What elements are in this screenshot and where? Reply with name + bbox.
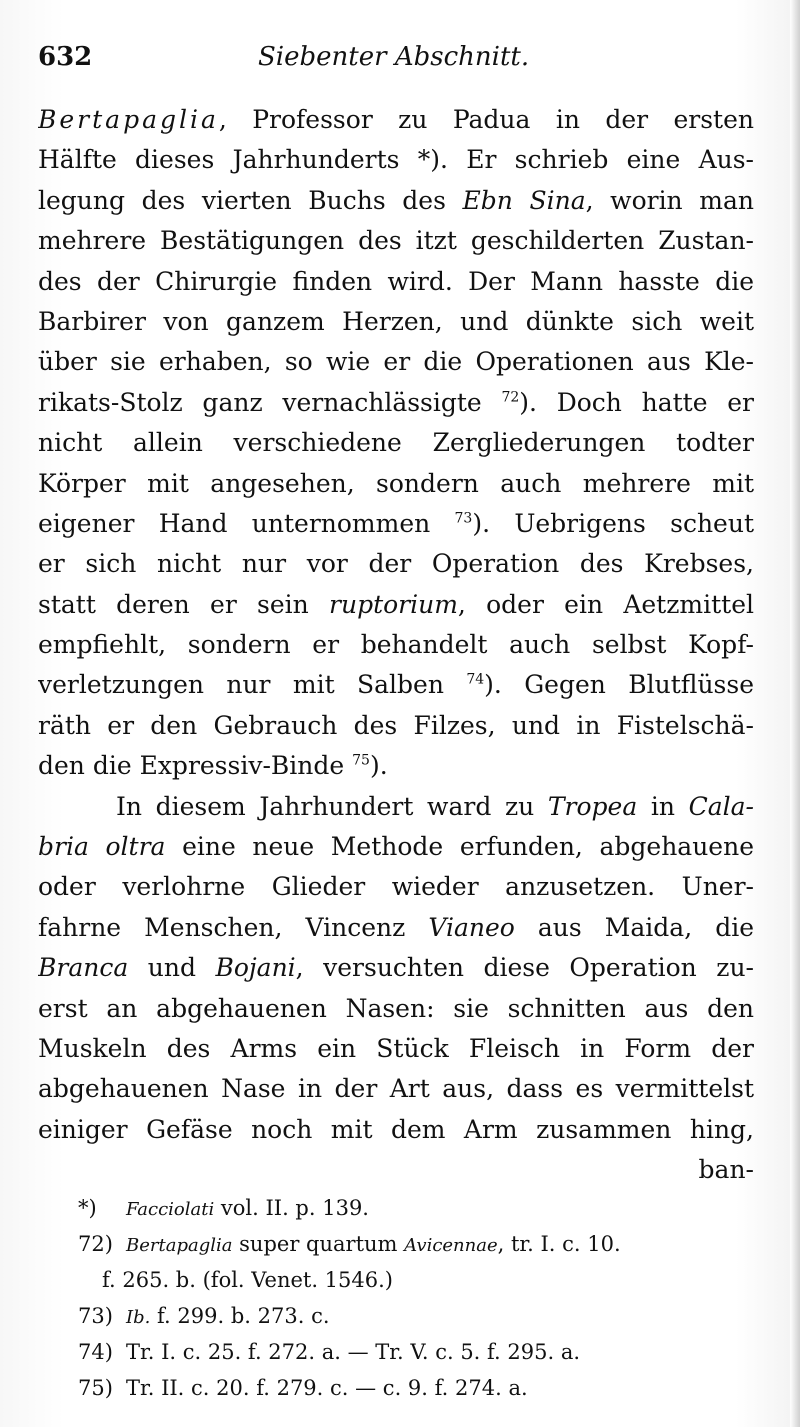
text-line — [38, 948, 754, 988]
page-number: 632 — [38, 42, 93, 72]
line-text: eine neue Methode erfunden, abgehauene — [165, 832, 754, 862]
line-text: Hälfte dieses Jahrhunderts — [38, 145, 418, 175]
line-text: den die Expressiv-Binde — [38, 751, 353, 781]
text-line: einiger Gefäse noch mit dem Arm zusammen hing, — [38, 1114, 754, 1144]
footnote-mark: 73) — [78, 1304, 113, 1328]
text-line: mehrere Bestätigungen des itzt geschilderten Zustan- — [38, 226, 754, 256]
person-name: Vianeo — [428, 912, 515, 942]
text-line — [38, 665, 754, 705]
footnote-text: super quartum — [232, 1232, 405, 1256]
footnote-text: f. 299. b. 273. c. — [150, 1304, 330, 1328]
line-text: legung des vierten Buchs des — [38, 185, 463, 215]
footnote-author: Bertapaglia — [126, 1235, 233, 1256]
footnote-ref: 75 — [352, 752, 370, 769]
footnote — [78, 1298, 758, 1334]
catchword: ban- — [698, 1155, 754, 1185]
text-line: empfiehlt, sondern er behandelt auch selbst Kopf- — [38, 630, 754, 660]
page-header — [38, 42, 760, 82]
text-line — [38, 100, 754, 140]
text-line — [38, 585, 754, 625]
footnote — [78, 1334, 758, 1370]
line-text: rikats-Stolz ganz vernachlässigte — [38, 387, 502, 417]
footnote-ref: 72 — [501, 389, 520, 406]
line-text: , oder ein Aetzmittel — [457, 589, 754, 619]
line-text: . Er schrieb eine Aus- — [440, 145, 754, 175]
line-text: und — [128, 953, 216, 983]
running-head: Siebenter Abschnitt. — [258, 42, 530, 72]
line-text: eigener Hand unternommen — [38, 508, 455, 538]
footnote-abbr: Ib. — [126, 1307, 151, 1328]
footnote-work: Avicennae — [404, 1235, 498, 1256]
text-line: räth er den Gebrauch des Filzes, und in Fistelschä- — [38, 710, 754, 740]
text-line — [38, 504, 754, 544]
footnote-mark: 72) — [78, 1232, 113, 1256]
text-line — [38, 181, 754, 221]
text-line: Muskeln des Arms ein Stück Fleisch in Form der — [38, 1033, 754, 1063]
footnote-text: Tr. I. c. 25. f. 272. a. — Tr. V. c. 5. f. 295. a. — [126, 1340, 581, 1364]
line-text: ). Uebrigens scheut — [472, 508, 754, 538]
line-text: , Professor zu Padua in der ersten — [218, 105, 754, 134]
line-text: ). — [369, 751, 388, 781]
footnote-continuation: f. 265. b. (fol. Venet. 1546.) — [102, 1268, 393, 1292]
text-line: Körper mit angesehen, sondern auch mehrere mit — [38, 468, 754, 498]
footnote-text: Tr. II. c. 20. f. 279. c. — c. 9. f. 274. a. — [126, 1376, 528, 1400]
latin-term: ruptorium — [329, 589, 458, 619]
footnote-ref: *) — [417, 145, 441, 175]
main-text — [38, 100, 754, 1191]
text-line: Barbirer von ganzem Herzen, und dünkte sich weit — [38, 306, 754, 336]
text-line — [38, 908, 754, 948]
person-name: Bertapaglia — [38, 105, 219, 134]
footnote-text: vol. II. p. 139. — [214, 1196, 369, 1220]
line-text: in — [637, 791, 689, 821]
text-line: erst an abgehauenen Nasen: sie schnitten aus den — [38, 993, 754, 1023]
footnote — [78, 1190, 758, 1226]
line-text: , worin man — [585, 185, 754, 215]
footnotes — [78, 1190, 758, 1406]
text-line: abgehauenen Nase in der Art aus, dass es vermittelst — [38, 1074, 754, 1104]
footnote — [78, 1370, 758, 1406]
line-text: ). Gegen Blutflüsse — [484, 670, 754, 700]
place-name: Cala- — [688, 791, 754, 821]
line-text: , versuchten diese Operation zu- — [295, 953, 754, 983]
footnote-mark: 75) — [78, 1376, 113, 1400]
line-text: verletzungen nur mit Salben — [38, 670, 467, 700]
page-edge-shadow — [790, 0, 800, 1427]
footnote-author: Facciolati — [126, 1199, 215, 1220]
footnote — [78, 1226, 758, 1262]
line-text: fahrne Menschen, Vincenz — [38, 912, 429, 942]
text-line — [38, 383, 754, 423]
footnote-ref: 73 — [454, 510, 473, 527]
line-text: In diesem Jahrhundert ward zu — [116, 791, 548, 821]
person-name: Ebn Sina — [462, 185, 586, 215]
person-name: Bojani — [215, 953, 296, 983]
text-line: des der Chirurgie finden wird. Der Mann hasste die — [38, 266, 754, 296]
paragraph-start-line — [38, 787, 754, 827]
text-line — [38, 827, 754, 867]
place-name: Tropea — [547, 791, 638, 821]
line-text: aus Maida, die — [514, 912, 754, 942]
place-name: bria oltra — [38, 832, 166, 862]
text-line — [38, 140, 754, 180]
text-line — [38, 746, 754, 786]
footnote-mark: *) — [78, 1196, 97, 1220]
text-line: oder verlohrne Glieder wieder anzusetzen. Uner- — [38, 872, 754, 902]
text-line: er sich nicht nur vor der Operation des Krebses, — [38, 549, 754, 579]
line-text: statt deren er sein — [38, 589, 330, 619]
footnote-ref: 74 — [466, 672, 485, 689]
footnote-mark: 74) — [78, 1340, 113, 1364]
person-name: Branca — [38, 953, 129, 983]
line-text: ). Doch hatte er — [519, 387, 754, 417]
text-line: über sie erhaben, so wie er die Operationen aus Kle- — [38, 347, 754, 377]
footnote-text: , tr. I. c. 10. — [497, 1232, 621, 1256]
text-line: nicht allein verschiedene Zergliederungen todter — [38, 428, 754, 458]
